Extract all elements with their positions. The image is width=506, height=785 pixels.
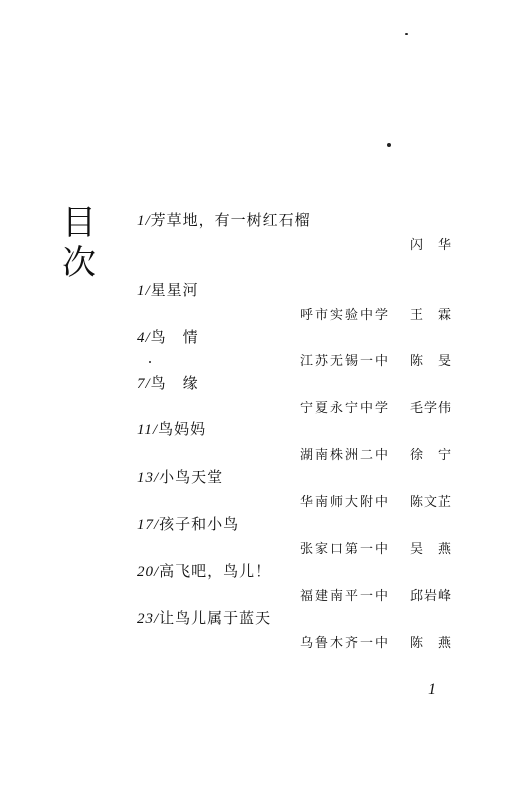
toc-entry-author: 陈 燕: [409, 636, 452, 651]
toc-entry-page: 20/: [137, 564, 160, 580]
toc-entry-school: 张家口第一中: [300, 542, 391, 557]
toc-entry-title[interactable]: [137, 418, 206, 439]
toc-entry-author: 闪 华: [409, 238, 452, 253]
toc-entry-page: 4/: [137, 330, 151, 346]
toc-entry-title[interactable]: [137, 326, 199, 347]
toc-entry-byline: [300, 491, 452, 510]
toc-entry-page: 1/: [137, 283, 151, 299]
toc-entry-title-text: 高飞吧，鸟儿！: [159, 562, 272, 580]
toc-entry-page: 1/: [137, 213, 151, 229]
toc-entry-byline: [300, 585, 452, 604]
toc-entry-school: 福建南平一中: [300, 589, 391, 604]
toc-entry-school: 华南师大附中: [300, 495, 391, 510]
toc-entry-author: 陈文芷: [409, 495, 452, 510]
toc-entry-school: 呼市实验中学: [300, 308, 391, 323]
toc-entry-byline: [300, 234, 452, 253]
toc-entry-title[interactable]: [137, 279, 199, 300]
toc-entry-title-text: 鸟妈妈: [158, 420, 207, 438]
toc-entry-school: 宁夏永宁中学: [300, 401, 391, 416]
toc-entry-page: 7/: [137, 376, 151, 392]
toc-entry-byline: [300, 632, 452, 651]
toc-entry-title-text: 鸟 情: [150, 328, 199, 346]
toc-entry-byline: [300, 444, 452, 463]
toc-entry-title-text: 星星河: [150, 281, 199, 299]
page-number: 1: [428, 681, 436, 698]
toc-entry-author: 吴 燕: [409, 542, 452, 557]
toc-entry-school: 乌鲁木齐一中: [300, 636, 391, 651]
toc-entry-title-text: 芳草地，有一树红石榴: [150, 211, 311, 229]
toc-heading-char: 次: [62, 243, 96, 283]
toc-entry-school: 江苏无锡一中: [300, 354, 391, 369]
toc-entry-page: 13/: [137, 470, 160, 486]
toc-entry-title[interactable]: [137, 466, 223, 487]
toc-entry-school: 湖南株洲二中: [300, 448, 391, 463]
toc-entry-author: 毛学伟: [409, 401, 452, 416]
toc-entry-title[interactable]: [137, 607, 271, 628]
toc-entry-title[interactable]: [137, 560, 271, 581]
toc-entry-page: 11/: [137, 422, 159, 438]
toc-entry-byline: [300, 397, 452, 416]
toc-entry-page: 23/: [137, 611, 160, 627]
toc-entry-page: 17/: [137, 517, 160, 533]
toc-entry-title[interactable]: [137, 513, 239, 534]
toc-entry-byline: [300, 538, 452, 557]
toc-entry-title-text: 让鸟儿属于蓝天: [159, 609, 272, 627]
toc-entry-title-text: 小鸟天堂: [159, 468, 224, 486]
toc-entry-author: 王 霖: [409, 308, 452, 323]
toc-entry-title[interactable]: [137, 209, 311, 230]
toc-entry-title[interactable]: [137, 372, 199, 393]
toc-entry-byline: [300, 350, 452, 369]
toc-entry-author: 徐 宁: [409, 448, 452, 463]
toc-heading-char: 目: [62, 203, 96, 243]
toc-entry-author: 陈 旻: [409, 354, 452, 369]
toc-entry-byline: [300, 304, 452, 323]
toc-entry-author: 邱岩峰: [409, 589, 452, 604]
toc-entry-title-text: 孩子和小鸟: [159, 515, 240, 533]
toc-entry-title-text: 鸟 缘: [150, 374, 199, 392]
